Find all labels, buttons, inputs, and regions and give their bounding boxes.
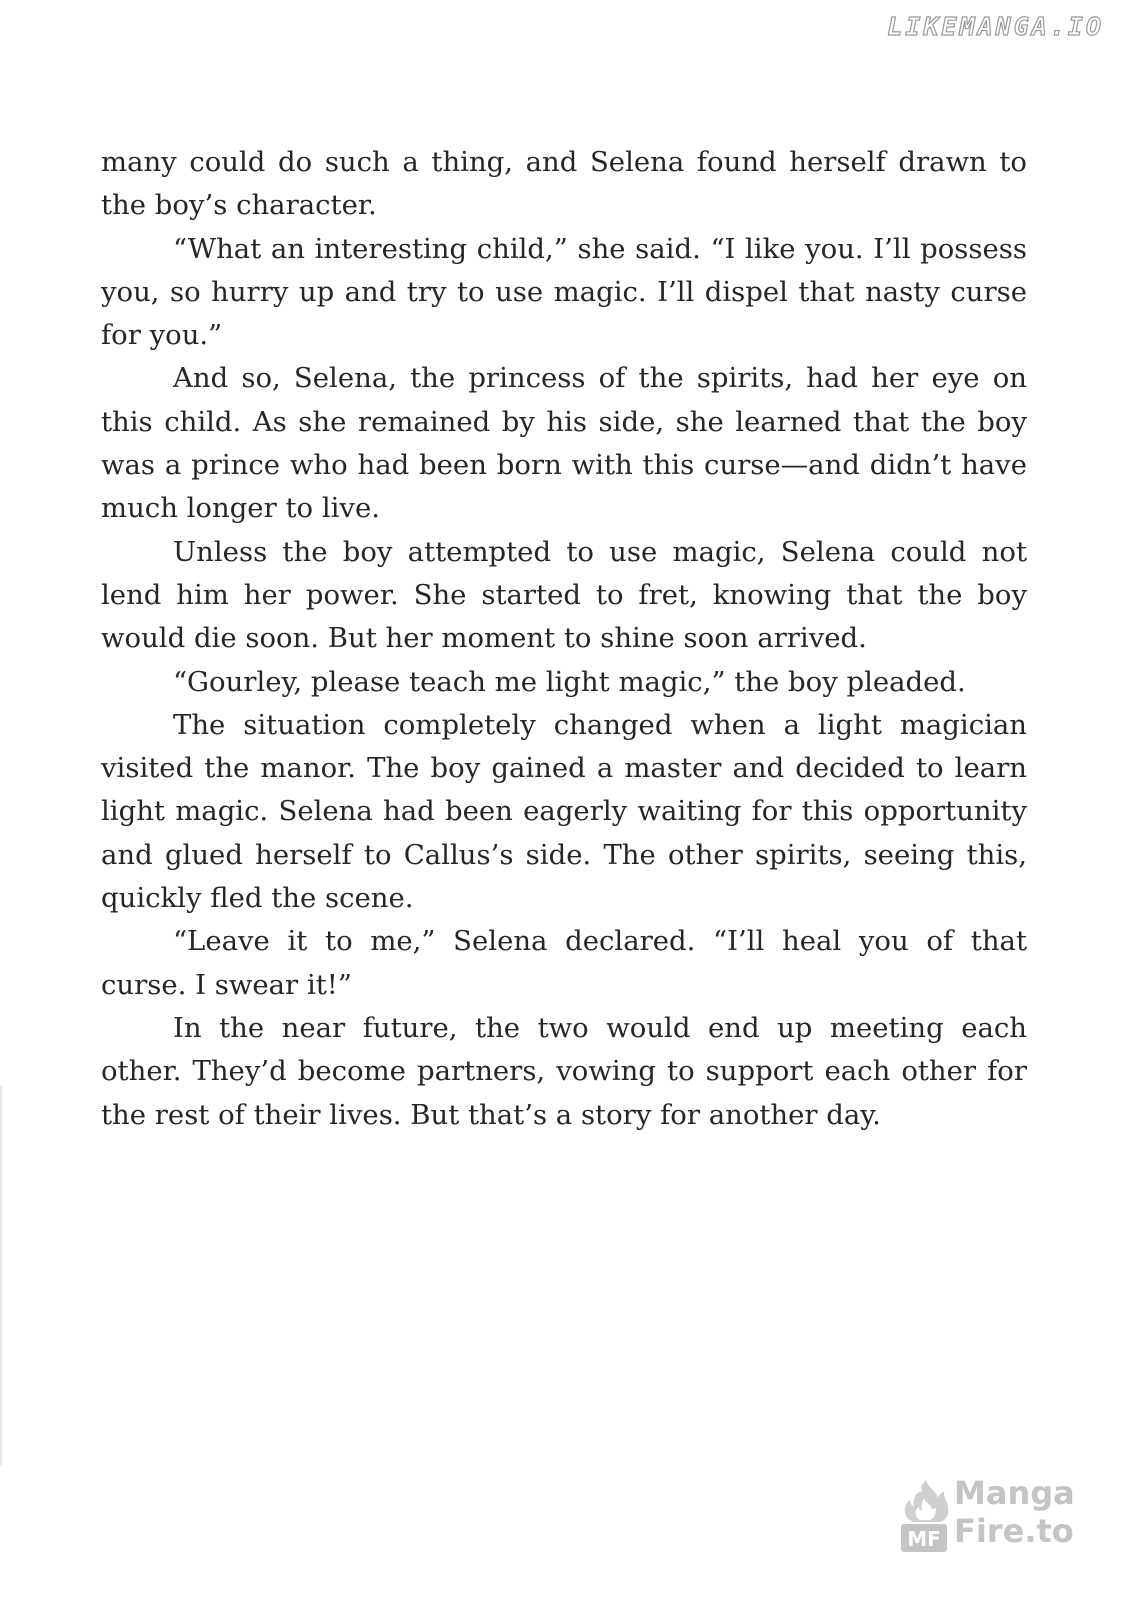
site-watermark: LIKEMANGA.IO <box>887 12 1104 41</box>
logo-line-2: Fire.to <box>954 1512 1074 1550</box>
paragraph-6: The situation completely changed when a light magician visited the manor. The boy gained a master and decided to learn light magic. Selena had been eagerly waiting for this opportunity and glued herself to Callus’s side. The other spirits, seeing this, quickly fled the scene. <box>101 708 1027 915</box>
paragraph-2: “What an interesting child,” she said. “I like you. I’ll possess you, so hurry up and try to use magic. I’ll dispel that nasty curse for you.” <box>101 232 1027 352</box>
paragraph-8: In the near future, the two would end up meeting each other. They’d become partners, vowing to support each other for the rest of their lives. But that’s a story for another day. <box>101 1011 1027 1131</box>
paragraph-3: And so, Selena, the princess of the spirits, had her eye on this child. As she remained by his side, she learned that the boy was a prince who had been born with this curse—and didn’t have much longer to live. <box>101 362 1027 525</box>
logo-badge: MF <box>907 1527 941 1551</box>
logo-line-1: Manga <box>954 1474 1075 1512</box>
logo-wordmark <box>954 1474 1075 1550</box>
mangafire-logo <box>898 1474 1078 1558</box>
paragraph-7: “Leave it to me,” Selena declared. “I’ll heal you of that curse. I swear it!” <box>101 925 1027 1001</box>
paragraph-4: Unless the boy attempted to use magic, Selena could not lend him her power. She started to fret, knowing that the boy would die soon. But her moment to shine soon arrived. <box>101 535 1027 655</box>
flame-icon <box>898 1478 956 1554</box>
body-text <box>101 141 1027 1137</box>
paragraph-1: many could do such a thing, and Selena found herself drawn to the boy’s character. <box>101 146 1027 222</box>
paragraph-5: “Gourley, please teach me light magic,” the boy pleaded. <box>173 665 966 698</box>
scan-edge-line <box>0 1085 2 1465</box>
